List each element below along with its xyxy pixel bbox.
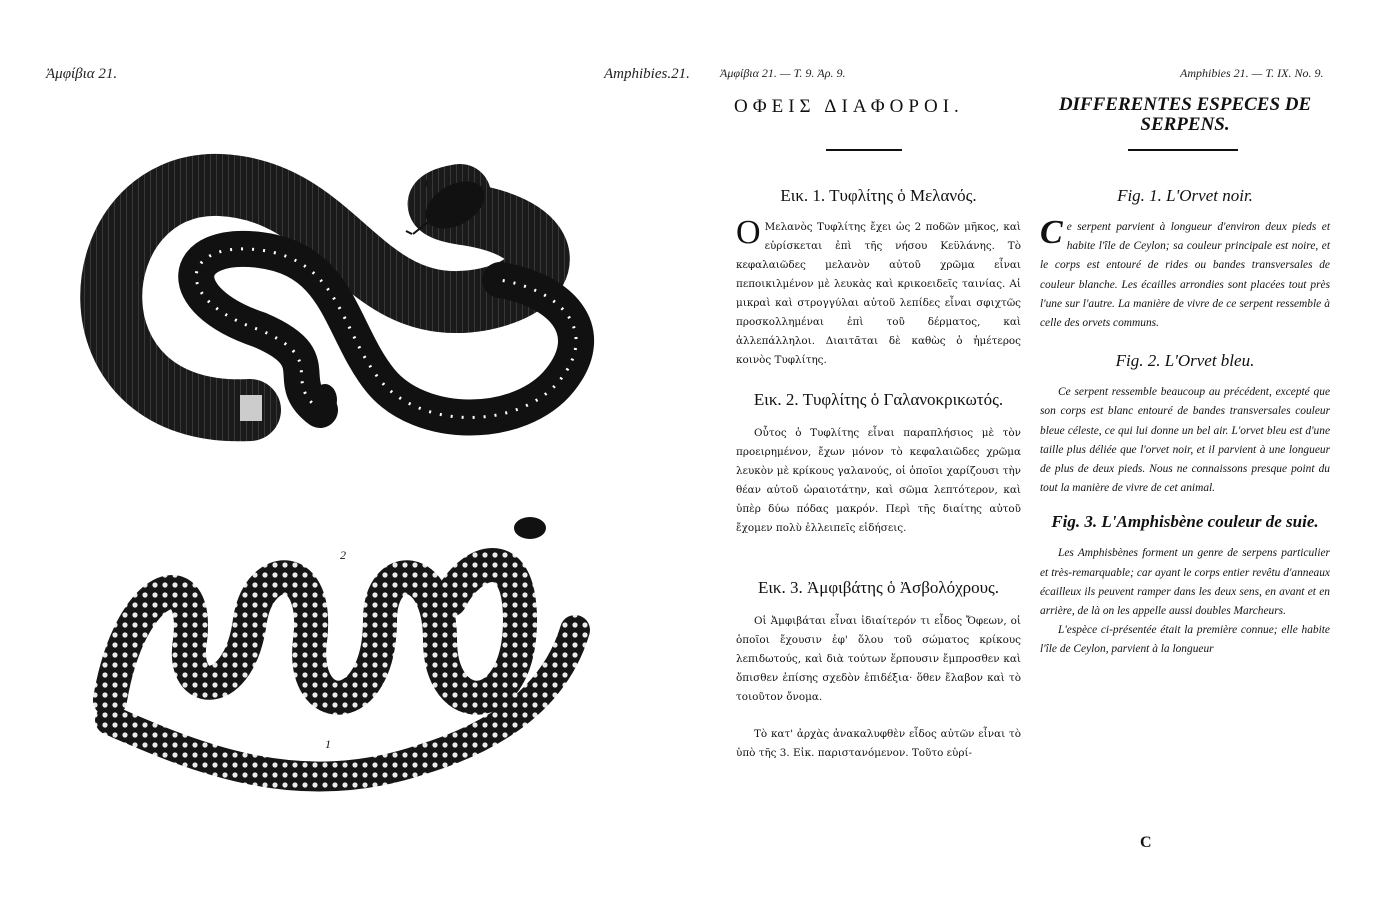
running-head-greek: Ἀμφίβια 21. — Τ. 9. Ἀρ. 9.: [720, 66, 846, 80]
title-rule-greek: [826, 149, 902, 151]
greek-column: [736, 186, 1021, 763]
signature-mark: C: [1140, 834, 1152, 851]
french-heading-3: Fig. 3. L'Amphisbène couleur de suie.: [1051, 512, 1319, 532]
title-greek: ΟΦΕΙΣ ΔΙΑΦΟΡΟΙ.: [734, 96, 964, 117]
greek-paragraph-1: Ο Μελανὸς Τυφλίτης ἔχει ὡς 2 ποδῶν μῆκος, καὶ εὑρίσκεται ἐπὶ τῆς νήσου Κεϋλάνης. Τὸ κεφαλαιῶδες μελανὸν αὐτοῦ χρῶμα εἶναι πεποικιλμένον μὲ λευκὰς καὶ κρικοειδεῖς ταινίας. Αἱ μικραὶ καὶ στρογγύλαι αὐτοῦ λεπίδες εἶναι σφιχτῶς προσκολλημέναι ἐπὶ τοῦ δέρματος, καὶ ἀλλεπάλληλοι. Διαιτᾶται δὲ καθὼς ὁ ἡμέτερος κοινὸς Τυφλίτης.: [736, 214, 1021, 366]
plate-header-greek: Ἀμφίβια 21.: [46, 66, 118, 82]
greek-dropcap: Ο: [736, 214, 761, 251]
blue-orvet-head: [514, 517, 546, 539]
greek-heading-1: Εικ. 1. Τυφλίτης ὁ Μελανός.: [780, 186, 977, 205]
greek-paragraph-4: Τὸ κατ' ἀρχὰς ἀνακαλυφθὲν εἶδος αὐτῶν εἶναι τὸ ὑπὸ τῆς 3. Εἰκ. παριστανόμενον. Τοῦτο εὑρί-: [736, 728, 1021, 759]
figure-label-2: 2: [340, 548, 346, 562]
title-rule-french: [1128, 149, 1238, 151]
greek-paragraph-3: Οἱ Ἀμφιβάται εἶναι ἰδιαίτερόν τι εἶδος Ὄφεων, οἱ ὁποῖοι ἔχουσιν ἐφ' ὅλου τοῦ σώματος κρίκους λεπιδωτούς, καὶ διὰ τούτων ἕρπουσιν ἔμπροσθεν καὶ ὄπισθεν ἐπίσης σχεδὸν ἐπιδέξια· ὅθεν ἔλαβον καὶ τὸ τοιοῦτον ὄνομα.: [736, 615, 1021, 703]
greek-paragraph-2: Οὗτος ὁ Τυφλίτης εἶναι παραπλήσιος μὲ τὸν προειρημένον, ἔχων μόνον τὸ κεφαλαιῶδες χρῶμα λευκὸν μὲ κρίκους γαλανούς, οἱ ὁποῖοι χαρίζουσι τὴν θέαν αὐτοῦ ὡραιοτάτην, καὶ σῶμα λεπτότερον, καὶ ὑπὲρ δύω πόδας μακρόν. Περὶ τῆς διαίτης αὐτοῦ ἔχομεν πολὺ ἐλλειπεῖς εἰδήσεις.: [736, 427, 1021, 534]
french-paragraph-3: Les Amphisbènes forment un genre de serpens particulier et très-remarquable; car ayant le corps entier revêtu d'anneaux écailleux ils peuvent ramper dans les deux sens, en avant et en arrière, de là on les appelle aussi doubles Marcheurs.: [1040, 547, 1330, 618]
french-paragraph-4: L'espèce ci-présentée était la première connue; elle habite l'île de Ceylon, parvient à la longueur: [1040, 624, 1330, 656]
blue-orvet-body: [110, 565, 520, 700]
french-paragraph-1: Ce serpent parvient à longueur d'environ deux pieds et habite l'île de Ceylon; sa couleur principale est noire, et le corps est entouré de rides ou bandes transversales de couleur blanche. Les écailles arrondies sont placées tout près l'une sur l'autre. La manière de vivre de ce serpent ressemble à celle des orvets communs.: [1040, 214, 1330, 330]
greek-heading-3: Εικ. 3. Ἀμφιβάτης ὁ Ἀσβολόχρους.: [757, 578, 1000, 597]
greek-heading-2: Εικ. 2. Τυφλίτης ὁ Γαλανοκρικωτός.: [753, 390, 1004, 409]
running-head-french: Amphibies 21. — T. IX. No. 9.: [1180, 66, 1324, 80]
figure-label-3: 3: [250, 313, 256, 327]
plate-header-french: Amphibies.21.: [604, 66, 690, 82]
french-heading-1: Fig. 1. L'Orvet noir.: [1117, 186, 1253, 205]
french-column: [1040, 186, 1330, 660]
figure-label-1-bottom: 1: [325, 737, 331, 751]
title-french: DIFFERENTES ESPECES DE SERPENS.: [1058, 94, 1312, 135]
french-dropcap: C: [1040, 214, 1063, 251]
figure-label-1-top: 1: [423, 176, 429, 190]
french-paragraph-2: Ce serpent ressemble beaucoup au précédent, excepté que son corps est blanc entouré de bandes transversales couleur bleue céleste, ce qui lui donne un bel air. L'orvet bleu est d'une taille plus déliée que l'orvet noir, et il parvient à une longueur de plus de deux pieds. Nous ne connaissons presque point du tout la manière de vivre de cet animal.: [1040, 386, 1330, 495]
french-heading-2: Fig. 2. L'Orvet bleu.: [1115, 351, 1255, 371]
